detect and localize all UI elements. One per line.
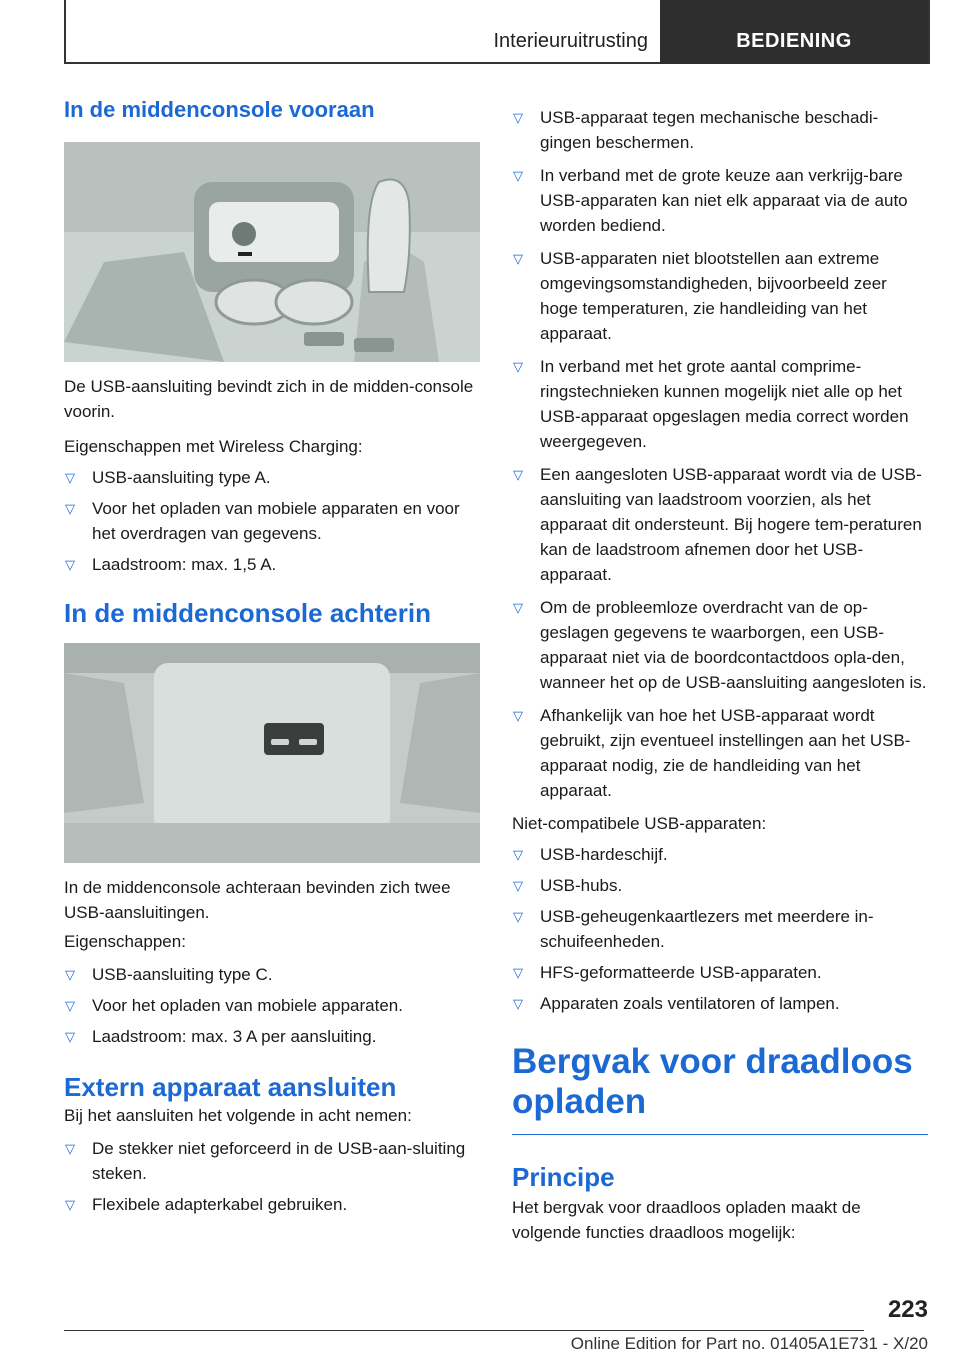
list-item: ▽ USB-hubs. xyxy=(512,873,928,898)
heading-rear-console: In de middenconsole achterin xyxy=(64,598,431,628)
list-item: ▽ Om de probleemloze overdracht van de op-geslagen gegevens te waarborgen, een USB-apparaat niet via de boordcontactdoos opla-den, wanneer het op de USB-aansluiting aangesloten is. xyxy=(512,595,928,695)
section-divider xyxy=(512,1134,928,1135)
usb-precautions-list xyxy=(512,105,928,803)
list-item: ▽ Apparaten zoals ventilatoren of lampen. xyxy=(512,991,928,1016)
heading-principle: Principe xyxy=(512,1162,615,1192)
list-item: ▽ Laadstroom: max. 1,5 A. xyxy=(64,552,482,577)
front-props-label: Eigenschappen met Wireless Charging: xyxy=(64,437,363,456)
list-item: ▽ USB-apparaat tegen mechanische beschadi-gingen beschermen. xyxy=(512,105,928,155)
left-column xyxy=(64,96,482,1217)
footer-edition: Online Edition for Part no. 01405A1E731 - X/20 xyxy=(570,1334,928,1353)
incompatible-label: Niet-compatibele USB-apparaten: xyxy=(512,814,767,833)
footer-divider xyxy=(64,1330,864,1331)
rear-intro-text: In de middenconsole achteraan bevinden zich twee USB-aansluitingen. xyxy=(64,878,451,922)
list-item: ▽ USB-aansluiting type C. xyxy=(64,962,482,987)
heading-wireless-charging: Bergvak voor draadloos opladen xyxy=(512,1042,913,1121)
page-number: 223 xyxy=(887,1296,928,1323)
list-item: ▽ USB-aansluiting type A. xyxy=(64,465,482,490)
list-item: ▽ De stekker niet geforceerd in de USB-aan-sluiting steken. xyxy=(64,1136,482,1186)
front-intro-text: De USB-aansluiting bevindt zich in de midden-console voorin. xyxy=(64,377,474,421)
list-item: ▽ In verband met het grote aantal comprime-ringstechnieken kunnen mogelijk niet alle op het USB-apparaat opgeslagen media correct worden weergegeven. xyxy=(512,354,928,454)
front-props-list xyxy=(64,465,482,577)
heading-front-console: In de middenconsole vooraan xyxy=(64,97,375,122)
front-console-image xyxy=(64,142,480,362)
list-item: ▽ HFS-geformatteerde USB-apparaten. xyxy=(512,960,928,985)
list-item: ▽ USB-apparaten niet blootstellen aan extreme omgevingsomstandigheden, bijvoorbeeld zeer hoge temperaturen, zie handleiding van het apparaat. xyxy=(512,246,928,346)
rear-console-image xyxy=(64,643,480,863)
principle-text: Het bergvak voor draadloos opladen maakt de volgende functies draadloos mogelijk: xyxy=(512,1198,861,1242)
header-chapter-tab: BEDIENING xyxy=(660,0,928,64)
list-item: ▽ USB-hardeschijf. xyxy=(512,842,928,867)
incompatible-list xyxy=(512,842,928,1016)
list-item: ▽ Een aangesloten USB-apparaat wordt via de USB-aansluiting van laadstroom voorzien, als het apparaat dit ondersteunt. Bij hogere tem-peraturen kan de laadstroom afnemen door het USB-apparaat. xyxy=(512,462,928,587)
rear-props-list xyxy=(64,962,482,1049)
rear-props-label: Eigenschappen: xyxy=(64,932,186,951)
heading-connect-device: Extern apparaat aansluiten xyxy=(64,1072,397,1102)
list-item: ▽ Voor het opladen van mobiele apparaten. xyxy=(64,993,482,1018)
header-section-title: Interieuruitrusting xyxy=(493,0,664,64)
list-item: ▽ Flexibele adapterkabel gebruiken. xyxy=(64,1192,482,1217)
right-column xyxy=(512,105,928,1245)
list-item: ▽ In verband met de grote keuze aan verkrijg-bare USB-apparaten kan niet elk apparaat via de auto worden bediend. xyxy=(512,163,928,238)
list-item: ▽ USB-geheugenkaartlezers met meerdere in-schuifeenheden. xyxy=(512,904,928,954)
connect-list xyxy=(64,1136,482,1217)
connect-intro-text: Bij het aansluiten het volgende in acht nemen: xyxy=(64,1106,412,1125)
list-item: ▽ Voor het opladen van mobiele apparaten en voor het overdragen van gegevens. xyxy=(64,496,482,546)
list-item: ▽ Laadstroom: max. 3 A per aansluiting. xyxy=(64,1024,482,1049)
list-item: ▽ Afhankelijk van hoe het USB-apparaat wordt gebruikt, zijn eventueel instellingen aan het USB-apparaat nodig, zie de handleiding van het apparaat. xyxy=(512,703,928,803)
